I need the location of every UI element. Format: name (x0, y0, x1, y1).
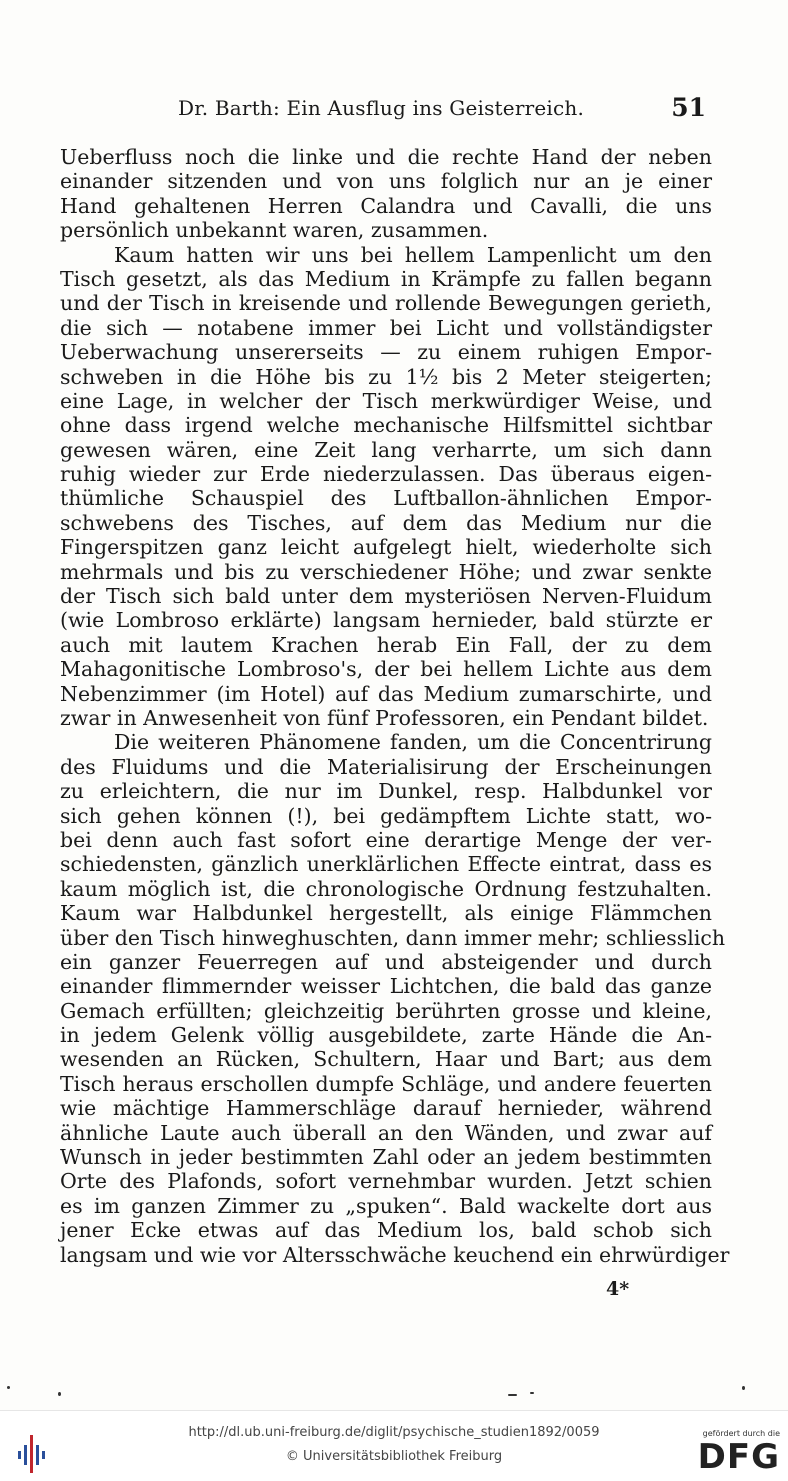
text-line: eine Lage, in welcher der Tisch merkwürdiger Weise, und (60, 388, 712, 413)
text-line: Hand gehaltenen Herren Calandra und Cavalli, die uns (60, 193, 712, 218)
text-line: es im ganzen Zimmer zu „spuken“. Bald wackelte dort aus (60, 1193, 712, 1218)
text-line: Ueberfluss noch die linke und die rechte Hand der neben (60, 145, 712, 169)
viewer-footer (0, 1410, 788, 1481)
text-line: thümliche Schauspiel des Luftballon-ähnlichen Empor- (60, 486, 712, 511)
running-header (178, 93, 708, 126)
text-line: schiedensten, gänzlich unerklärlichen Effecte eintrat, dass es (60, 852, 712, 877)
text-line: Ueberwachung unsererseits — zu einem ruhigen Empor- (60, 340, 712, 365)
text-line: ohne dass irgend welche mechanische Hilfsmittel sichtbar (60, 413, 712, 438)
text-line: Mahagonitische Lombroso's, der bei hellem Lichte aus dem (60, 657, 712, 682)
text-line: Tisch gesetzt, als das Medium in Krämpfe zu fallen begann (60, 266, 712, 291)
signature-mark: 4* (606, 1278, 630, 1300)
text-line: ähnliche Laute auch überall an den Wänden, und zwar auf (60, 1120, 712, 1145)
text-line: in jedem Gelenk völlig ausgebildete, zarte Hände die An- (60, 1023, 712, 1048)
text-line: Nebenzimmer (im Hotel) auf das Medium zumarschirte, und (60, 681, 712, 706)
text-line: jener Ecke etwas auf das Medium los, bald schob sich (60, 1218, 712, 1243)
copyright-notice: © Universitätsbibliothek Freiburg (285, 1449, 503, 1464)
text-line: Kaum hatten wir uns bei hellem Lampenlicht um den (114, 242, 712, 267)
text-line: (wie Lombroso erklärte) langsam hernieder, bald stürzte er (60, 608, 712, 633)
text-line: ruhig wieder zur Erde niederzulassen. Das überaus eigen- (60, 462, 712, 487)
funded-by-label: gefördert durch die (702, 1429, 780, 1438)
text-line: Die weiteren Phänomene fanden, um die Concentrirung (114, 730, 712, 755)
text-line: Tisch heraus erschollen dumpfe Schläge, und andere feuerten (60, 1071, 712, 1096)
text-line: ein ganzer Feuerregen auf und absteigender und durch (60, 949, 712, 974)
text-line: und der Tisch in kreisende und rollende Bewegungen gerieth, (60, 291, 712, 316)
text-line: schwebens des Tisches, auf dem das Medium nur die (60, 510, 712, 535)
text-line: Gemach erfüllten; gleichzeitig berührten grosse und kleine, (60, 998, 712, 1023)
page-number: 51 (671, 93, 706, 122)
text-line: wesenden an Rücken, Schultern, Haar und Bart; aus dem (60, 1047, 712, 1072)
text-line: einander sitzenden und von uns folglich nur an je einer (60, 169, 712, 194)
text-line: Kaum war Halbdunkel hergestellt, als einige Flämmchen (60, 901, 712, 926)
text-line: einander flimmernder weisser Lichtchen, die bald das ganze (60, 974, 712, 999)
text-line: zu erleichtern, die nur im Dunkel, resp. Halbdunkel vor (60, 779, 712, 804)
source-url-link[interactable]: http://dl.ub.uni-freiburg.de/diglit/psychische_studien1892/0059 (188, 1425, 600, 1440)
text-line: sich gehen können (!), bei gedämpftem Lichte statt, wo- (60, 803, 712, 828)
text-line: bei denn auch fast sofort eine derartige Menge der ver- (60, 827, 712, 852)
text-line: schweben in die Höhe bis zu 1½ bis 2 Meter steigerten; (60, 364, 712, 389)
text-line: zwar in Anwesenheit von fünf Professoren, ein Pendant bildet. (60, 705, 709, 730)
body-text (60, 145, 730, 1267)
text-line: gewesen wären, eine Zeit lang verharrte, um sich dann (60, 437, 712, 462)
text-line: des Fluidums und die Materialisirung der Erscheinungen (60, 754, 712, 779)
text-line: mehrmals und bis zu verschiedener Höhe; und zwar senkte (60, 559, 712, 584)
running-title: Dr. Barth: Ein Ausflug ins Geisterreich. (178, 96, 585, 120)
text-line: persönlich unbekannt waren, zusammen. (60, 218, 489, 243)
text-line: kaum möglich ist, die chronologische Ordnung festzuhalten. (60, 876, 712, 901)
text-line: langsam und wie vor Altersschwäche keuchend ein ehrwürdiger (60, 1242, 730, 1267)
text-line: der Tisch sich bald unter dem mysteriösen Nerven-Fluidum (60, 584, 712, 609)
text-line: über den Tisch hinweghuschten, dann immer mehr; schliesslich (60, 925, 726, 950)
text-line: Wunsch in jeder bestimmten Zahl oder an jedem bestimmten (60, 1145, 712, 1170)
text-line: wie mächtige Hammerschläge darauf hernieder, während (60, 1096, 712, 1121)
scan-specks (0, 1378, 788, 1398)
text-line: die sich — notabene immer bei Licht und vollständigster (60, 315, 712, 340)
text-line: auch mit lautem Krachen herab Ein Fall, der zu dem (60, 632, 712, 657)
text-line: Orte des Plafonds, sofort vernehmbar wurden. Jetzt schien (60, 1169, 712, 1194)
dfg-logo (692, 1429, 780, 1479)
dfg-logo-text: DFG (697, 1437, 780, 1477)
text-line: Fingerspitzen ganz leicht aufgelegt hielt, wiederholte sich (60, 535, 712, 560)
